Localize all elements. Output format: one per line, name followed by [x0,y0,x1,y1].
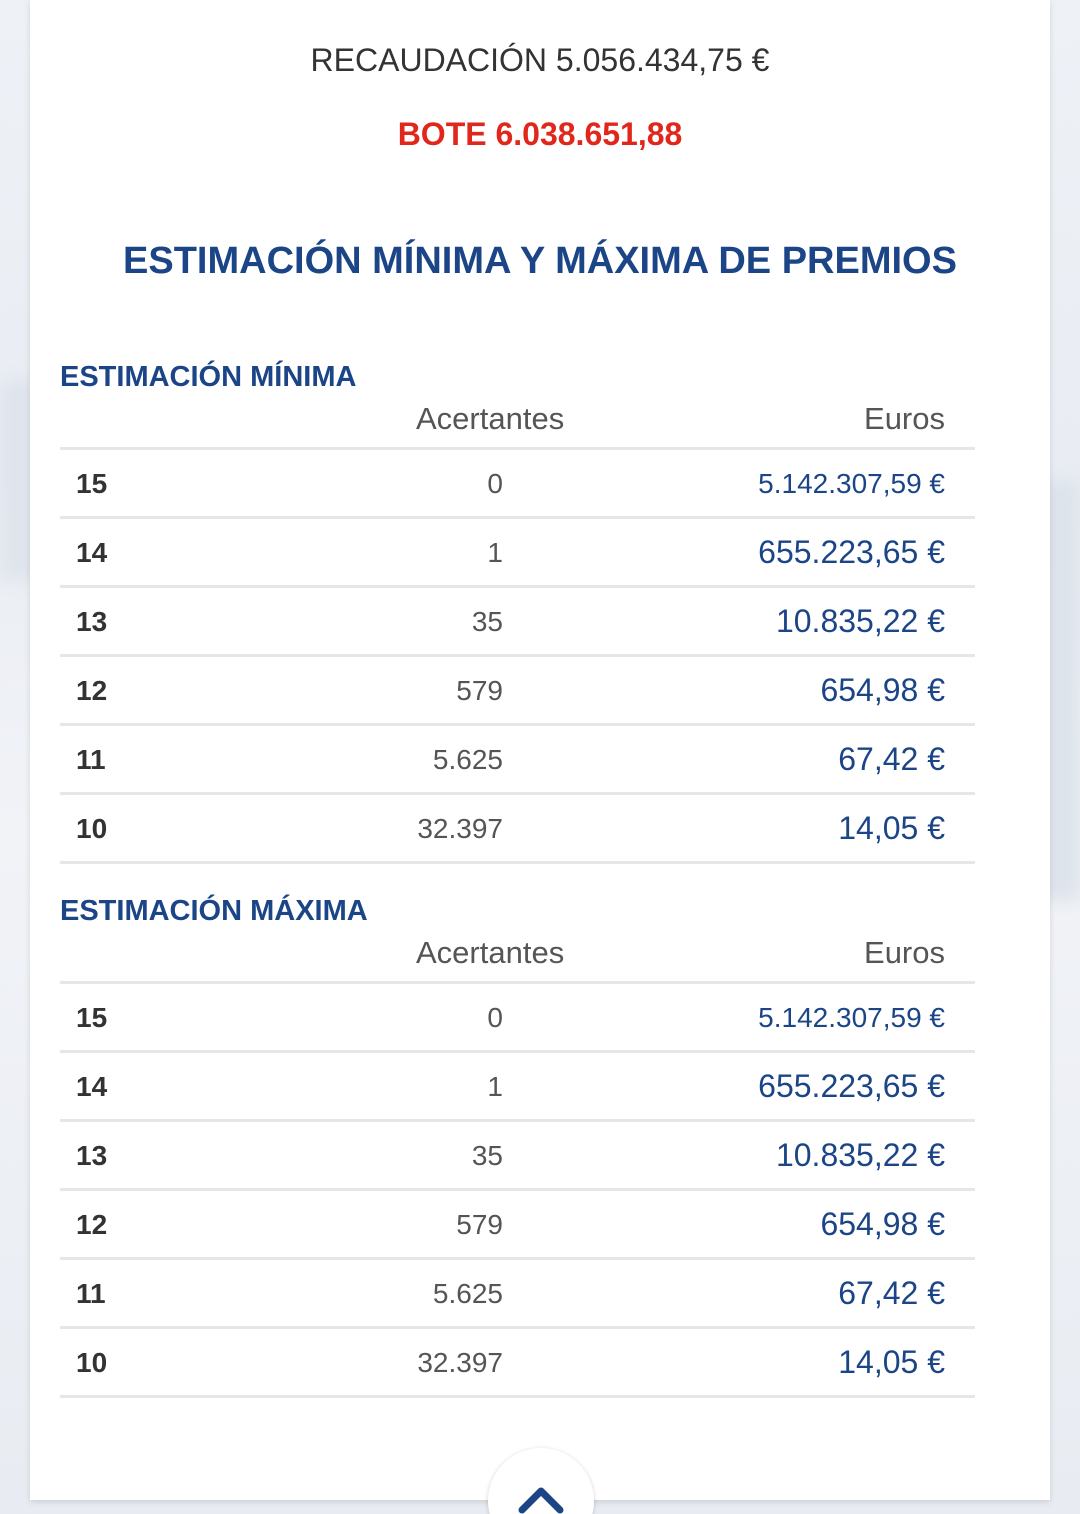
table-row [60,450,975,519]
row-categoria: 15 [76,468,108,499]
section-title: ESTIMACIÓN MÁXIMA [60,895,368,927]
row-categoria: 13 [76,1140,108,1171]
row-euros: 5.142.307,59 € [758,468,945,499]
chevron-up-icon [518,1484,564,1514]
row-acertantes: 5.625 [432,744,503,775]
row-categoria: 11 [76,744,106,775]
row-acertantes: 35 [471,1140,503,1171]
row-euros: 654,98 € [820,1206,945,1242]
table-row [60,1329,975,1398]
row-euros: 14,05 € [838,810,945,846]
row-acertantes: 32.397 [417,1347,503,1378]
row-acertantes: 0 [487,468,503,499]
row-euros: 655.223,65 € [758,534,945,570]
section-title: ESTIMACIÓN MÍNIMA [60,361,357,393]
row-euros: 67,42 € [838,1275,945,1311]
row-acertantes: 32.397 [417,813,503,844]
table-row [60,1260,975,1329]
row-euros: 10.835,22 € [775,1137,945,1173]
row-acertantes: 579 [456,1209,503,1240]
table-row [60,1053,975,1122]
table-header [60,397,975,450]
section-estimacion-minima [60,357,975,864]
row-categoria: 14 [76,537,108,568]
row-acertantes: 1 [487,537,503,568]
row-categoria: 12 [76,1209,108,1240]
row-euros: 655.223,65 € [758,1068,945,1104]
row-acertantes: 0 [487,1002,503,1033]
row-acertantes: 579 [456,675,503,706]
row-categoria: 13 [76,606,108,637]
table-row [60,1122,975,1191]
row-euros: 5.142.307,59 € [758,1002,945,1033]
column-header-euros: Euros [864,935,945,970]
row-categoria: 15 [76,1002,108,1033]
results-card [30,0,1050,1500]
row-categoria: 10 [76,1347,108,1378]
column-header-acertantes: Acertantes [416,935,565,970]
table-row [60,1191,975,1260]
row-categoria: 11 [76,1278,106,1309]
page-title: ESTIMACIÓN MÍNIMA Y MÁXIMA DE PREMIOS [123,240,957,282]
bote-text: BOTE 6.038.651,88 [397,116,683,152]
row-categoria: 14 [76,1071,108,1102]
row-acertantes: 35 [471,606,503,637]
row-acertantes: 1 [487,1071,503,1102]
table-row [60,657,975,726]
table-header [60,931,975,984]
row-euros: 67,42 € [838,741,945,777]
table-row [60,588,975,657]
row-acertantes: 5.625 [432,1278,503,1309]
section-estimacion-maxima [60,891,975,1398]
table-row [60,984,975,1053]
row-euros: 654,98 € [820,672,945,708]
row-euros: 14,05 € [838,1344,945,1380]
recaudacion-text: RECAUDACIÓN 5.056.434,75 € [310,42,770,78]
column-header-acertantes: Acertantes [416,401,565,436]
column-header-euros: Euros [864,401,945,436]
table-row [60,726,975,795]
table-row [60,795,975,864]
row-categoria: 12 [76,675,108,706]
row-categoria: 10 [76,813,108,844]
row-euros: 10.835,22 € [775,603,945,639]
table-row [60,519,975,588]
